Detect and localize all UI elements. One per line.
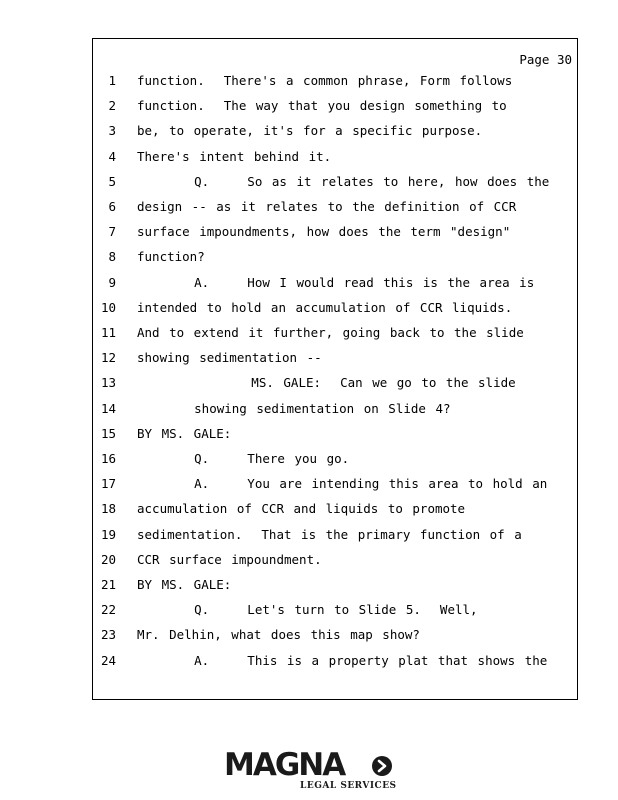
transcript-line (0, 350, 618, 368)
line-number: 22 (100, 602, 116, 618)
line-text: function? (137, 249, 205, 265)
line-number: 15 (100, 425, 116, 441)
line-number: 2 (108, 98, 116, 114)
transcript-line (0, 401, 618, 419)
line-text: design -- as it relates to the definition of CCR (137, 199, 517, 214)
line-text: And to extend it further, going back to the slide (137, 325, 524, 340)
transcript-line (0, 199, 618, 217)
line-text: A. You are intending this area to hold an (137, 476, 548, 492)
line-text: There's intent behind it. (137, 148, 332, 164)
line-number: 18 (100, 501, 116, 517)
transcript-line (0, 653, 618, 671)
line-text: function. The way that you design something to (137, 98, 507, 114)
transcript-line (0, 476, 618, 494)
line-text: function. There's a common phrase, Form follows (137, 73, 513, 88)
line-text: intended to hold an accumulation of CCR liquids. (137, 299, 513, 315)
transcript-line (0, 224, 618, 242)
line-number: 23 (100, 627, 116, 643)
transcript-line (0, 501, 618, 519)
chevron-right-icon (372, 756, 392, 776)
line-text: BY MS. GALE: (137, 577, 232, 592)
line-number: 9 (108, 274, 116, 290)
transcript-line (0, 123, 618, 141)
line-number: 14 (100, 400, 116, 416)
line-text: A. This is a property plat that shows the (137, 652, 548, 668)
transcript-line (0, 149, 618, 167)
line-number: 21 (100, 577, 116, 592)
line-number: 6 (108, 199, 116, 214)
line-text: be, to operate, it's for a specific purpose. (137, 123, 483, 139)
transcript-line (0, 275, 618, 293)
line-text: sedimentation. That is the primary function of a (137, 526, 522, 542)
line-text: showing sedimentation on Slide 4? (137, 400, 451, 416)
transcript-line (0, 73, 618, 91)
line-number: 7 (108, 224, 116, 240)
line-text: A. How I would read this is the area is (137, 274, 535, 290)
line-number: 17 (100, 476, 116, 492)
transcript-line (0, 98, 618, 116)
line-number: 11 (100, 325, 116, 340)
magna-logo (224, 748, 396, 794)
transcript-line (0, 627, 618, 645)
transcript-line (0, 602, 618, 620)
line-number: 4 (108, 148, 116, 164)
line-text: Q. So as it relates to here, how does the (137, 173, 550, 189)
line-number: 1 (108, 73, 116, 88)
line-number: 10 (100, 299, 116, 315)
line-number: 16 (100, 451, 116, 466)
transcript-line (0, 527, 618, 545)
line-text: Mr. Delhin, what does this map show? (137, 627, 420, 643)
line-text: BY MS. GALE: (137, 425, 232, 441)
transcript-line (0, 375, 618, 393)
transcript-line (0, 577, 618, 595)
logo-subtitle: LEGAL SERVICES (300, 781, 397, 791)
line-text: surface impoundments, how does the term "design" (137, 224, 511, 240)
line-number: 19 (100, 526, 116, 542)
line-text: showing sedimentation -- (137, 350, 322, 366)
line-number: 8 (108, 249, 116, 265)
line-text: MS. GALE: Can we go to the slide (137, 375, 516, 391)
line-number: 24 (100, 652, 116, 668)
line-number: 5 (108, 173, 116, 189)
line-number: 12 (100, 350, 116, 366)
line-number: 13 (100, 375, 116, 391)
line-text: CCR surface impoundment. (137, 551, 322, 567)
line-text: accumulation of CCR and liquids to promote (137, 501, 466, 517)
transcript-line (0, 300, 618, 318)
transcript-line (0, 325, 618, 343)
transcript-line (0, 426, 618, 444)
transcript-line (0, 552, 618, 570)
transcript-line (0, 451, 618, 469)
page-number: Page 30 (519, 52, 572, 67)
line-text: Q. Let's turn to Slide 5. Well, (137, 602, 478, 618)
transcript-line (0, 249, 618, 267)
line-number: 3 (108, 123, 116, 139)
line-number: 20 (100, 551, 116, 567)
line-text: Q. There you go. (137, 451, 350, 466)
logo-wordmark: MAGNA (224, 747, 345, 783)
transcript-line (0, 174, 618, 192)
